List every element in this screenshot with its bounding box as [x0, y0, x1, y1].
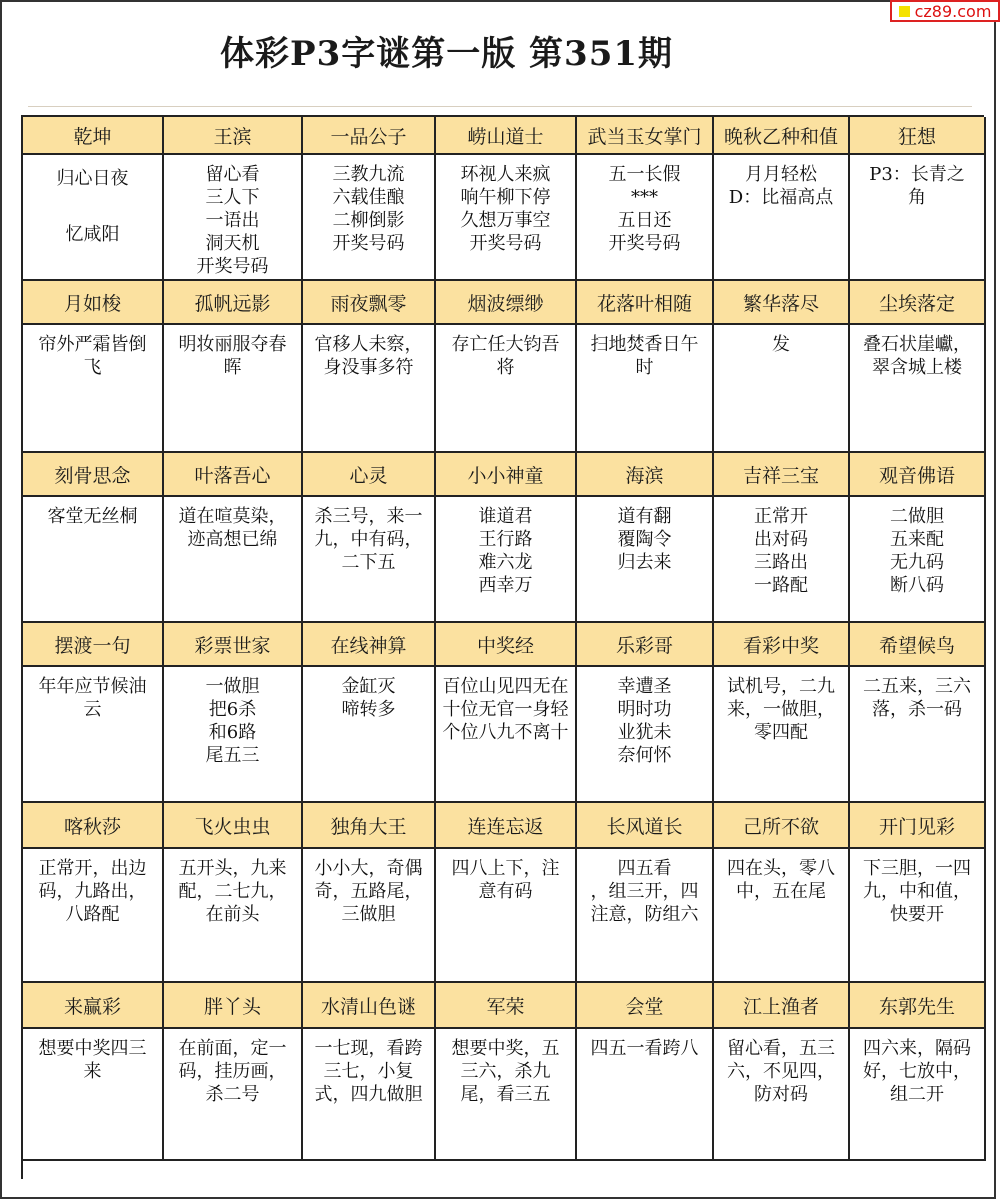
riddle-cell: 在前面，定一 码，挂历画， 杀二号	[164, 1029, 303, 1161]
column-header: 开门见彩	[850, 803, 986, 849]
riddle-cell: 客堂无丝桐	[23, 497, 164, 623]
column-header: 吉祥三宝	[714, 453, 850, 497]
column-header: 连连忘返	[436, 803, 577, 849]
column-header: 狂想	[850, 117, 986, 155]
riddle-cell: 留心看，五三 六，不见四， 防对码	[714, 1029, 850, 1161]
column-header: 摆渡一句	[23, 623, 164, 667]
riddle-cell: 小小大，奇偶 奇，五路尾， 三做胆	[303, 849, 436, 983]
riddle-cell: 叠石状崖巘， 翠含城上楼	[850, 325, 986, 453]
riddle-cell: 想要中奖，五 三六，杀九 尾，看三五	[436, 1029, 577, 1161]
square-icon	[899, 6, 910, 17]
riddle-cell: 谁道君 王行路 难六龙 西幸万	[436, 497, 577, 623]
riddle-cell: 二五来，三六 落，杀一码	[850, 667, 986, 803]
column-header: 在线神算	[303, 623, 436, 667]
watermark-badge	[890, 0, 1000, 22]
riddle-cell: 年年应节候油 云	[23, 667, 164, 803]
riddle-cell: 道在喧莫染， 迹高想已绵	[164, 497, 303, 623]
riddle-cell: 存亡任大钧吾 将	[436, 325, 577, 453]
column-header: 尘埃落定	[850, 281, 986, 325]
riddle-cell: 四六来，隔码 好，七放中， 组二开	[850, 1029, 986, 1161]
column-header: 己所不欲	[714, 803, 850, 849]
column-header: 刻骨思念	[23, 453, 164, 497]
riddle-cell: 想要中奖四三 来	[23, 1029, 164, 1161]
page-title: 体彩P3字谜第一版 第351期	[220, 34, 674, 74]
riddle-cell: 试机号，二九 来，一做胆， 零四配	[714, 667, 850, 803]
column-header: 看彩中奖	[714, 623, 850, 667]
column-header: 王滨	[164, 117, 303, 155]
column-header: 雨夜飘零	[303, 281, 436, 325]
riddle-cell: 帘外严霜皆倒 飞	[23, 325, 164, 453]
column-header: 乾坤	[23, 117, 164, 155]
column-header: 乐彩哥	[577, 623, 714, 667]
riddle-cell: 下三胆，一四 九，中和值， 快要开	[850, 849, 986, 983]
watermark-text: cz89.com	[914, 1, 992, 21]
column-header: 武当玉女掌门	[577, 117, 714, 155]
column-header: 会堂	[577, 983, 714, 1029]
column-header: 喀秋莎	[23, 803, 164, 849]
column-header: 繁华落尽	[714, 281, 850, 325]
column-header: 希望候鸟	[850, 623, 986, 667]
riddle-cell: 扫地焚香日午 时	[577, 325, 714, 453]
riddle-cell: 幸遭圣 明时功 业犹未 奈何怀	[577, 667, 714, 803]
column-header: 来赢彩	[23, 983, 164, 1029]
riddle-table	[21, 115, 984, 1179]
riddle-cell: 四在头，零八 中，五在尾	[714, 849, 850, 983]
riddle-cell: 环视人来疯 响午柳下停 久想万事空 开奖号码	[436, 155, 577, 281]
riddle-cell: 正常开 出对码 三路出 一路配	[714, 497, 850, 623]
riddle-cell: 五一长假 *** 五日还 开奖号码	[577, 155, 714, 281]
riddle-cell: 一做胆 把6杀 和6路 尾五三	[164, 667, 303, 803]
riddle-cell: 杀三号，来一 九，中有码， 二下五	[303, 497, 436, 623]
riddle-cell: 五开头，九来 配，二七九， 在前头	[164, 849, 303, 983]
title-divider	[28, 106, 972, 107]
column-header: 观音佛语	[850, 453, 986, 497]
column-header: 江上渔者	[714, 983, 850, 1029]
riddle-cell: 发	[714, 325, 850, 453]
column-header: 东郭先生	[850, 983, 986, 1029]
riddle-cell: 留心看 三人下 一语出 洞天机 开奖号码	[164, 155, 303, 281]
column-header: 中奖经	[436, 623, 577, 667]
column-header: 孤帆远影	[164, 281, 303, 325]
riddle-cell: 百位山见四无在 十位无官一身轻 个位八九不离十	[436, 667, 577, 803]
riddle-cell: 四八上下，注 意有码	[436, 849, 577, 983]
riddle-cell: 明妆丽服夺春 晖	[164, 325, 303, 453]
column-header: 一品公子	[303, 117, 436, 155]
riddle-cell: 月月轻松 D：比福高点	[714, 155, 850, 281]
riddle-cell: 金缸灭 啼转多	[303, 667, 436, 803]
riddle-cell: 二做胆 五来配 无九码 断八码	[850, 497, 986, 623]
riddle-cell: 一七现，看跨 三七，小复 式，四九做胆	[303, 1029, 436, 1161]
column-header: 独角大王	[303, 803, 436, 849]
column-header: 晚秋乙种和值	[714, 117, 850, 155]
riddle-cell: P3：长青之 角	[850, 155, 986, 281]
column-header: 心灵	[303, 453, 436, 497]
column-header: 叶落吾心	[164, 453, 303, 497]
riddle-cell: 四五一看跨八	[577, 1029, 714, 1161]
riddle-cell: 官移人未察， 身没事多符	[303, 325, 436, 453]
column-header: 水清山色谜	[303, 983, 436, 1029]
column-header: 崂山道士	[436, 117, 577, 155]
column-header: 长风道长	[577, 803, 714, 849]
column-header: 彩票世家	[164, 623, 303, 667]
riddle-cell: 正常开，出边 码，九路出， 八路配	[23, 849, 164, 983]
column-header: 烟波缥缈	[436, 281, 577, 325]
column-header: 花落叶相随	[577, 281, 714, 325]
riddle-cell: 四五看 ，组三开，四 注意，防组六	[577, 849, 714, 983]
column-header: 小小神童	[436, 453, 577, 497]
column-header: 月如梭	[23, 281, 164, 325]
column-header: 飞火虫虫	[164, 803, 303, 849]
column-header: 海滨	[577, 453, 714, 497]
riddle-cell: 道有翻 覆陶令 归去来	[577, 497, 714, 623]
column-header: 胖丫头	[164, 983, 303, 1029]
column-header: 军荣	[436, 983, 577, 1029]
riddle-cell: 归心日夜 忆咸阳	[23, 155, 164, 281]
riddle-cell: 三教九流 六载佳酿 二柳倒影 开奖号码	[303, 155, 436, 281]
